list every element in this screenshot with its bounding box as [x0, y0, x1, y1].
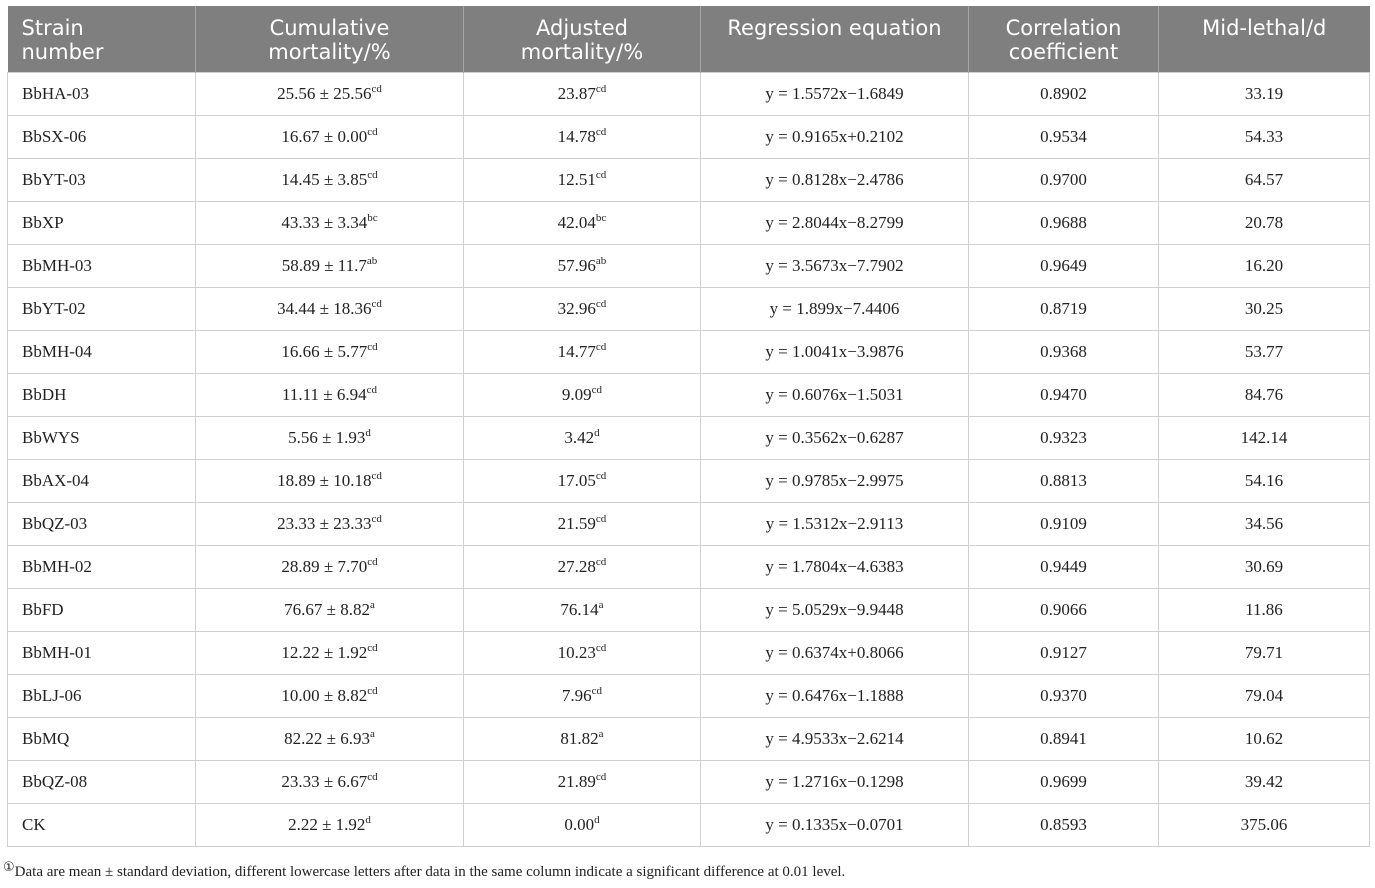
cell-mid-lethal-value: 64.57: [1244, 170, 1284, 189]
cell-strain: [8, 159, 196, 202]
cell-strain: [8, 503, 196, 546]
cell-correlation-coefficient-value: 0.9699: [1040, 772, 1087, 791]
cell-cumulative-mortality-value: 12.22 ± 1.92: [281, 643, 368, 662]
cell-cumulative-mortality: [196, 331, 464, 374]
cell-adjusted-mortality-significance-letter: a: [598, 728, 604, 740]
cell-mid-lethal: [1159, 804, 1370, 847]
cell-regression-equation-value: y = 4.9533x−2.6214: [765, 729, 904, 748]
cell-adjusted-mortality-value: 9.09: [561, 385, 592, 404]
cell-adjusted-mortality-value: 27.28: [557, 557, 596, 576]
cell-adjusted-mortality-value: 57.96: [557, 256, 596, 275]
cell-strain-value: BbLJ-06: [22, 686, 82, 705]
cell-cumulative-mortality-value: 28.89 ± 7.70: [281, 557, 368, 576]
cell-strain-value: BbMH-02: [22, 557, 92, 576]
cell-mid-lethal: [1159, 73, 1370, 116]
cell-correlation-coefficient: [969, 675, 1159, 718]
cell-correlation-coefficient: [969, 761, 1159, 804]
cell-cumulative-mortality-value: 76.67 ± 8.82: [284, 600, 370, 619]
cell-regression-equation-value: y = 0.8128x−2.4786: [765, 170, 904, 189]
cell-adjusted-mortality-significance-letter: a: [598, 599, 604, 611]
cell-regression-equation: [701, 116, 969, 159]
cell-adjusted-mortality: [464, 116, 701, 159]
cell-regression-equation-value: y = 1.7804x−4.6383: [765, 557, 904, 576]
cell-mid-lethal: [1159, 288, 1370, 331]
cell-adjusted-mortality-significance-letter: cd: [595, 298, 607, 310]
cell-strain-value: BbQZ-03: [22, 514, 88, 533]
cell-strain-value: BbXP: [22, 213, 64, 232]
cell-regression-equation-value: y = 5.0529x−9.9448: [765, 600, 904, 619]
cell-adjusted-mortality: [464, 761, 701, 804]
cell-correlation-coefficient-value: 0.9368: [1040, 342, 1087, 361]
cell-regression-equation-value: y = 1.5312x−2.9113: [765, 514, 904, 533]
cell-cumulative-mortality-significance-letter: cd: [367, 685, 378, 697]
cell-strain: [8, 245, 196, 288]
cell-strain: [8, 589, 196, 632]
cell-adjusted-mortality-significance-letter: d: [594, 427, 600, 439]
cell-cumulative-mortality-significance-letter: cd: [367, 556, 378, 568]
cell-correlation-coefficient-value: 0.9109: [1040, 514, 1087, 533]
cell-mid-lethal: [1159, 632, 1370, 675]
cell-adjusted-mortality: [464, 331, 701, 374]
cell-strain: [8, 546, 196, 589]
cell-regression-equation: [701, 589, 969, 632]
table-row: [8, 116, 1370, 159]
cell-correlation-coefficient: [969, 503, 1159, 546]
cell-mid-lethal-value: 54.16: [1244, 471, 1284, 490]
cell-correlation-coefficient-value: 0.8902: [1040, 84, 1087, 103]
cell-regression-equation: [701, 159, 969, 202]
cell-adjusted-mortality: [464, 589, 701, 632]
cell-regression-equation-value: y = 0.6476x−1.1888: [765, 686, 904, 705]
cell-regression-equation: [701, 460, 969, 503]
cell-cumulative-mortality-significance-letter: a: [369, 728, 375, 740]
results-table-container: [7, 6, 1369, 847]
cell-strain: [8, 804, 196, 847]
cell-adjusted-mortality-significance-letter: d: [594, 814, 600, 826]
cell-regression-equation-value: y = 2.8044x−8.2799: [765, 213, 904, 232]
cell-strain-value: BbSX-06: [22, 127, 87, 146]
cell-regression-equation-value: y = 1.2716x−0.1298: [765, 772, 904, 791]
table-row: [8, 503, 1370, 546]
cell-correlation-coefficient-value: 0.8719: [1040, 299, 1087, 318]
cell-adjusted-mortality: [464, 417, 701, 460]
cell-adjusted-mortality: [464, 675, 701, 718]
table-row: [8, 761, 1370, 804]
cell-cumulative-mortality-significance-letter: cd: [371, 298, 382, 310]
cell-regression-equation-value: y = 0.3562x−0.6287: [765, 428, 904, 447]
cell-regression-equation: [701, 202, 969, 245]
cell-correlation-coefficient: [969, 718, 1159, 761]
cell-cumulative-mortality-value: 25.56 ± 25.56: [277, 84, 372, 103]
cell-adjusted-mortality-value: 7.96: [561, 686, 592, 705]
cell-correlation-coefficient: [969, 159, 1159, 202]
cell-correlation-coefficient-value: 0.9370: [1040, 686, 1087, 705]
cell-strain-value: BbAX-04: [22, 471, 90, 490]
cell-mid-lethal-value: 34.56: [1244, 514, 1284, 533]
cell-strain-value: BbWYS: [22, 428, 80, 447]
cell-cumulative-mortality-value: 23.33 ± 23.33: [277, 514, 372, 533]
cell-mid-lethal: [1159, 245, 1370, 288]
cell-cumulative-mortality-value: 11.11 ± 6.94: [282, 385, 367, 404]
table-row: [8, 675, 1370, 718]
cell-strain: [8, 718, 196, 761]
cell-strain: [8, 73, 196, 116]
cell-cumulative-mortality-value: 16.67 ± 0.00: [281, 127, 368, 146]
cell-correlation-coefficient: [969, 288, 1159, 331]
cell-correlation-coefficient: [969, 374, 1159, 417]
cell-mid-lethal-value: 11.86: [1245, 600, 1283, 619]
cell-mid-lethal-value: 54.33: [1244, 127, 1284, 146]
cell-strain: [8, 288, 196, 331]
cell-strain: [8, 116, 196, 159]
cell-adjusted-mortality-significance-letter: cd: [595, 126, 607, 138]
cell-cumulative-mortality-value: 5.56 ± 1.93: [288, 428, 366, 447]
cell-cumulative-mortality: [196, 159, 464, 202]
cell-adjusted-mortality-value: 12.51: [557, 170, 596, 189]
cell-mid-lethal: [1159, 718, 1370, 761]
cell-mid-lethal: [1159, 546, 1370, 589]
cell-correlation-coefficient: [969, 245, 1159, 288]
cell-regression-equation: [701, 675, 969, 718]
cell-mid-lethal-value: 142.14: [1240, 428, 1288, 447]
footnote-marker: ①: [3, 860, 15, 875]
cell-adjusted-mortality: [464, 632, 701, 675]
cell-adjusted-mortality: [464, 288, 701, 331]
cell-strain-value: BbMH-03: [22, 256, 92, 275]
cell-adjusted-mortality: [464, 374, 701, 417]
cell-adjusted-mortality-significance-letter: cd: [595, 556, 607, 568]
cell-mid-lethal-value: 84.76: [1244, 385, 1284, 404]
cell-mid-lethal: [1159, 159, 1370, 202]
cell-cumulative-mortality: [196, 245, 464, 288]
cell-mid-lethal-value: 30.69: [1244, 557, 1284, 576]
table-row: [8, 718, 1370, 761]
cell-cumulative-mortality: [196, 761, 464, 804]
header-cumulative-mortality: Cumulative mortality/%: [196, 6, 464, 73]
cell-correlation-coefficient-value: 0.9470: [1040, 385, 1087, 404]
cell-cumulative-mortality-value: 82.22 ± 6.93: [284, 729, 370, 748]
cell-cumulative-mortality: [196, 589, 464, 632]
cell-adjusted-mortality-significance-letter: cd: [595, 642, 607, 654]
header-correlation-coefficient: Correlation coefficient: [969, 6, 1159, 73]
cell-regression-equation-value: y = 3.5673x−7.7902: [765, 256, 904, 275]
cell-correlation-coefficient: [969, 331, 1159, 374]
cell-cumulative-mortality: [196, 288, 464, 331]
cell-cumulative-mortality: [196, 116, 464, 159]
cell-mid-lethal: [1159, 202, 1370, 245]
cell-correlation-coefficient: [969, 116, 1159, 159]
table-row: [8, 417, 1370, 460]
cell-mid-lethal: [1159, 503, 1370, 546]
cell-cumulative-mortality: [196, 73, 464, 116]
cell-adjusted-mortality: [464, 73, 701, 116]
cell-correlation-coefficient-value: 0.9323: [1040, 428, 1087, 447]
cell-mid-lethal-value: 16.20: [1244, 256, 1284, 275]
cell-adjusted-mortality-significance-letter: ab: [595, 255, 607, 267]
cell-adjusted-mortality-significance-letter: cd: [595, 513, 607, 525]
table-row: [8, 331, 1370, 374]
cell-strain-value: BbQZ-08: [22, 772, 88, 791]
cell-mid-lethal-value: 79.04: [1244, 686, 1284, 705]
cell-cumulative-mortality-significance-letter: cd: [366, 384, 377, 396]
table-row: [8, 632, 1370, 675]
cell-mid-lethal-value: 30.25: [1244, 299, 1284, 318]
table-row: [8, 589, 1370, 632]
cell-regression-equation-value: y = 0.9785x−2.9975: [765, 471, 904, 490]
cell-correlation-coefficient: [969, 417, 1159, 460]
table-body: [8, 73, 1370, 847]
cell-correlation-coefficient: [969, 73, 1159, 116]
cell-adjusted-mortality-value: 32.96: [557, 299, 596, 318]
cell-regression-equation: [701, 288, 969, 331]
footnote-text: Data are mean ± standard deviation, different lowercase letters after data in the same column indicate a significant difference at 0.01 level.: [14, 864, 846, 880]
cell-correlation-coefficient: [969, 804, 1159, 847]
cell-cumulative-mortality-significance-letter: bc: [367, 212, 378, 224]
cell-strain-value: BbMH-01: [22, 643, 92, 662]
cell-adjusted-mortality-significance-letter: cd: [591, 685, 603, 697]
cell-cumulative-mortality-significance-letter: cd: [371, 83, 382, 95]
cell-strain-value: CK: [22, 815, 46, 834]
cell-adjusted-mortality-significance-letter: cd: [595, 169, 607, 181]
cell-regression-equation: [701, 804, 969, 847]
cell-cumulative-mortality-significance-letter: d: [365, 814, 371, 826]
cell-cumulative-mortality-significance-letter: cd: [371, 513, 382, 525]
cell-adjusted-mortality: [464, 460, 701, 503]
cell-strain: [8, 417, 196, 460]
cell-strain: [8, 761, 196, 804]
cell-adjusted-mortality-value: 0.00: [564, 815, 595, 834]
cell-cumulative-mortality-significance-letter: cd: [367, 771, 378, 783]
cell-adjusted-mortality-significance-letter: cd: [595, 771, 607, 783]
cell-strain: [8, 202, 196, 245]
cell-cumulative-mortality: [196, 202, 464, 245]
cell-regression-equation-value: y = 0.6374x+0.8066: [765, 643, 904, 662]
cell-cumulative-mortality: [196, 374, 464, 417]
cell-cumulative-mortality: [196, 460, 464, 503]
cell-cumulative-mortality-value: 58.89 ± 11.7: [281, 256, 367, 275]
cell-mid-lethal-value: 375.06: [1240, 815, 1288, 834]
cell-regression-equation: [701, 718, 969, 761]
cell-mid-lethal: [1159, 417, 1370, 460]
cell-strain-value: BbHA-03: [22, 84, 90, 103]
cell-adjusted-mortality-value: 14.78: [557, 127, 596, 146]
cell-strain-value: BbMH-04: [22, 342, 92, 361]
cell-cumulative-mortality: [196, 632, 464, 675]
cell-cumulative-mortality: [196, 675, 464, 718]
cell-correlation-coefficient-value: 0.8593: [1040, 815, 1087, 834]
cell-cumulative-mortality-significance-letter: ab: [366, 255, 378, 267]
cell-cumulative-mortality-significance-letter: cd: [367, 341, 378, 353]
table-row: [8, 460, 1370, 503]
cell-adjusted-mortality-value: 81.82: [560, 729, 599, 748]
cell-regression-equation: [701, 417, 969, 460]
table-row: [8, 546, 1370, 589]
cell-adjusted-mortality: [464, 503, 701, 546]
cell-mid-lethal-value: 39.42: [1244, 772, 1284, 791]
cell-correlation-coefficient-value: 0.9688: [1040, 213, 1087, 232]
cell-regression-equation-value: y = 1.0041x−3.9876: [765, 342, 904, 361]
cell-mid-lethal-value: 33.19: [1244, 84, 1284, 103]
cell-regression-equation: [701, 761, 969, 804]
cell-correlation-coefficient-value: 0.9127: [1040, 643, 1087, 662]
cell-adjusted-mortality-value: 14.77: [557, 342, 596, 361]
table-row: [8, 374, 1370, 417]
cell-correlation-coefficient-value: 0.9700: [1040, 170, 1087, 189]
cell-strain: [8, 460, 196, 503]
cell-correlation-coefficient: [969, 546, 1159, 589]
cell-cumulative-mortality-value: 14.45 ± 3.85: [281, 170, 368, 189]
cell-strain-value: BbMQ: [22, 729, 70, 748]
table-row: [8, 202, 1370, 245]
cell-mid-lethal: [1159, 589, 1370, 632]
cell-cumulative-mortality: [196, 804, 464, 847]
cell-strain-value: BbYT-03: [22, 170, 86, 189]
cell-mid-lethal-value: 79.71: [1244, 643, 1284, 662]
cell-adjusted-mortality: [464, 245, 701, 288]
cell-correlation-coefficient: [969, 589, 1159, 632]
cell-regression-equation: [701, 331, 969, 374]
cell-regression-equation-value: y = 0.1335x−0.0701: [765, 815, 904, 834]
cell-mid-lethal: [1159, 460, 1370, 503]
cell-correlation-coefficient: [969, 202, 1159, 245]
cell-adjusted-mortality-significance-letter: cd: [595, 83, 607, 95]
table-footnote: [3, 860, 845, 881]
cell-mid-lethal: [1159, 761, 1370, 804]
cell-strain: [8, 374, 196, 417]
cell-regression-equation-value: y = 0.9165x+0.2102: [765, 127, 904, 146]
cell-cumulative-mortality: [196, 718, 464, 761]
table-row: [8, 159, 1370, 202]
header-row: [8, 6, 1370, 73]
table-row: [8, 73, 1370, 116]
cell-correlation-coefficient-value: 0.9449: [1040, 557, 1087, 576]
cell-adjusted-mortality: [464, 804, 701, 847]
cell-mid-lethal-value: 10.62: [1244, 729, 1284, 748]
cell-cumulative-mortality: [196, 417, 464, 460]
cell-mid-lethal-value: 53.77: [1244, 342, 1284, 361]
cell-regression-equation: [701, 245, 969, 288]
cell-strain-value: BbDH: [22, 385, 67, 404]
cell-adjusted-mortality-value: 17.05: [557, 471, 596, 490]
cell-cumulative-mortality-value: 23.33 ± 6.67: [281, 772, 368, 791]
header-mid-lethal: Mid-lethal/d: [1159, 6, 1370, 73]
cell-adjusted-mortality-value: 23.87: [557, 84, 596, 103]
cell-cumulative-mortality-value: 34.44 ± 18.36: [277, 299, 372, 318]
cell-regression-equation-value: y = 0.6076x−1.5031: [765, 385, 904, 404]
cell-correlation-coefficient-value: 0.9649: [1040, 256, 1087, 275]
cell-correlation-coefficient: [969, 460, 1159, 503]
cell-adjusted-mortality-significance-letter: bc: [595, 212, 607, 224]
cell-correlation-coefficient-value: 0.8813: [1040, 471, 1087, 490]
cell-cumulative-mortality-significance-letter: a: [369, 599, 375, 611]
cell-adjusted-mortality-significance-letter: cd: [595, 470, 607, 482]
cell-cumulative-mortality-significance-letter: d: [365, 427, 371, 439]
cell-adjusted-mortality-value: 21.89: [557, 772, 596, 791]
cell-strain: [8, 675, 196, 718]
cell-strain-value: BbYT-02: [22, 299, 86, 318]
table-row: [8, 804, 1370, 847]
cell-cumulative-mortality: [196, 546, 464, 589]
header-strain-number: Strain number: [8, 6, 196, 73]
header-adjusted-mortality: Adjusted mortality/%: [464, 6, 701, 73]
header-regression-equation: Regression equation: [701, 6, 969, 73]
cell-correlation-coefficient-value: 0.8941: [1040, 729, 1087, 748]
cell-regression-equation: [701, 546, 969, 589]
cell-cumulative-mortality-value: 43.33 ± 3.34: [281, 213, 368, 232]
cell-regression-equation: [701, 503, 969, 546]
cell-cumulative-mortality-significance-letter: cd: [367, 169, 378, 181]
cell-regression-equation: [701, 73, 969, 116]
cell-mid-lethal: [1159, 331, 1370, 374]
cell-adjusted-mortality-value: 21.59: [557, 514, 596, 533]
cell-adjusted-mortality: [464, 202, 701, 245]
cell-cumulative-mortality-value: 16.66 ± 5.77: [281, 342, 368, 361]
cell-correlation-coefficient-value: 0.9534: [1040, 127, 1087, 146]
cell-mid-lethal-value: 20.78: [1244, 213, 1284, 232]
cell-adjusted-mortality-value: 10.23: [557, 643, 596, 662]
cell-regression-equation-value: y = 1.899x−7.4406: [769, 299, 900, 318]
cell-cumulative-mortality-value: 10.00 ± 8.82: [281, 686, 368, 705]
cell-adjusted-mortality: [464, 718, 701, 761]
cell-mid-lethal: [1159, 675, 1370, 718]
cell-adjusted-mortality-value: 3.42: [564, 428, 595, 447]
cell-adjusted-mortality-value: 76.14: [560, 600, 599, 619]
table-row: [8, 288, 1370, 331]
cell-strain: [8, 632, 196, 675]
cell-cumulative-mortality: [196, 503, 464, 546]
cell-cumulative-mortality-value: 18.89 ± 10.18: [277, 471, 372, 490]
cell-strain-value: BbFD: [22, 600, 64, 619]
cell-regression-equation: [701, 374, 969, 417]
cell-cumulative-mortality-significance-letter: cd: [367, 642, 378, 654]
cell-regression-equation: [701, 632, 969, 675]
cell-mid-lethal: [1159, 116, 1370, 159]
cell-adjusted-mortality-significance-letter: cd: [591, 384, 603, 396]
cell-cumulative-mortality-value: 2.22 ± 1.92: [288, 815, 366, 834]
cell-correlation-coefficient-value: 0.9066: [1040, 600, 1087, 619]
cell-adjusted-mortality-significance-letter: cd: [595, 341, 607, 353]
cell-mid-lethal: [1159, 374, 1370, 417]
cell-adjusted-mortality-value: 42.04: [557, 213, 596, 232]
cell-adjusted-mortality: [464, 546, 701, 589]
cell-regression-equation-value: y = 1.5572x−1.6849: [765, 84, 904, 103]
cell-correlation-coefficient: [969, 632, 1159, 675]
results-table: [7, 6, 1370, 847]
table-row: [8, 245, 1370, 288]
cell-adjusted-mortality: [464, 159, 701, 202]
cell-strain: [8, 331, 196, 374]
cell-cumulative-mortality-significance-letter: cd: [371, 470, 382, 482]
cell-cumulative-mortality-significance-letter: cd: [367, 126, 378, 138]
